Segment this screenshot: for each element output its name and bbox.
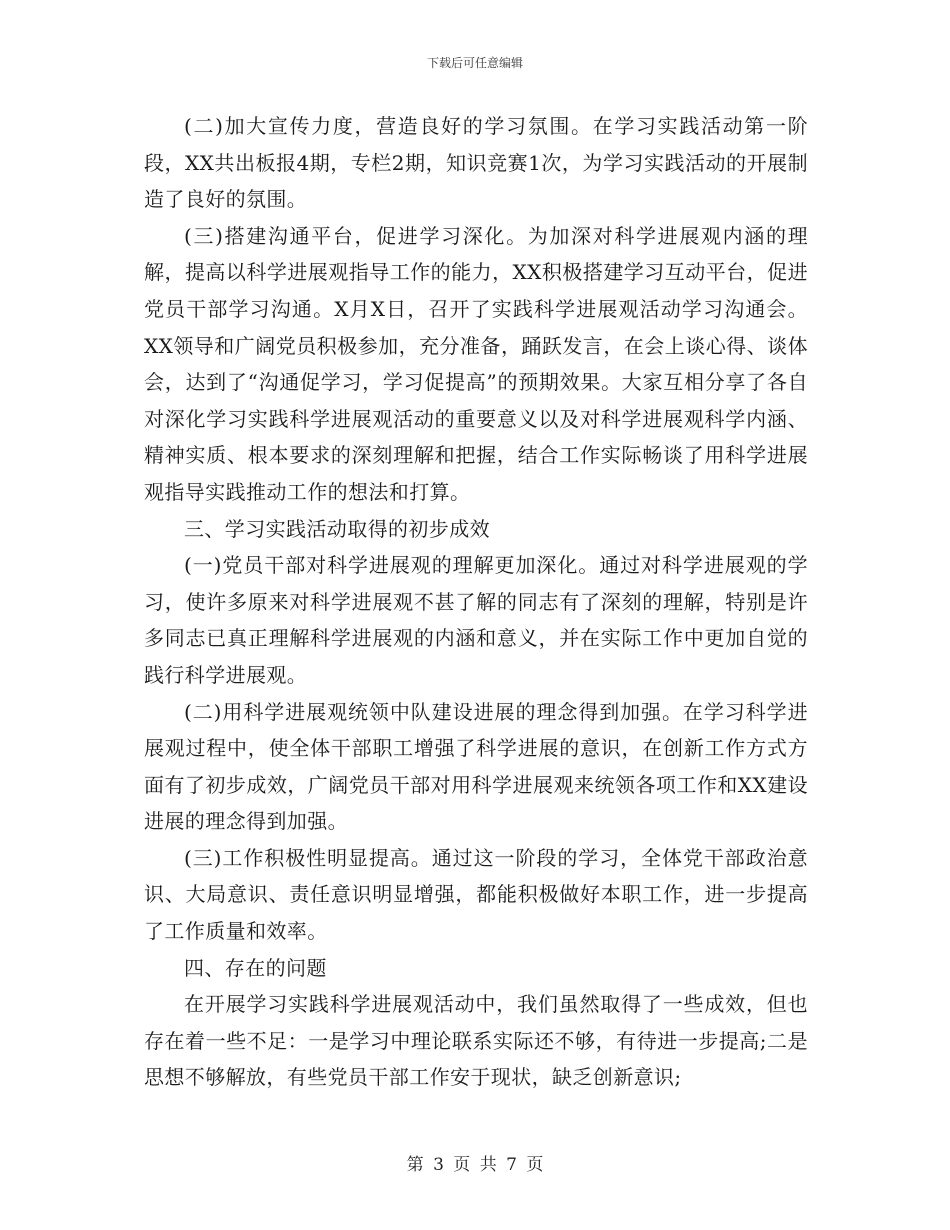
- paragraph-problems: 在开展学习实践科学进展观活动中，我们虽然取得了一些成效，但也存在着一些不足：一是学习中理论联系实际还不够，有待进一步提高;二是思想不够解放，有些党员干部工作安于现状，缺乏创新意识;: [144, 992, 808, 1090]
- page-number: 第 3 页 共 7 页: [406, 1155, 544, 1175]
- paragraph-understanding: (一)党员干部对科学进展观的理解更加深化。通过对科学进展观的学习，使许多原来对科学进展观不甚了解的同志有了深刻的理解，特别是许多同志已真正理解科学进展观的内涵和意义，并在实际工作中更加自觉的践行科学进展观。: [144, 553, 808, 687]
- document-body: [144, 108, 808, 1096]
- header-note: 下载后可任意编辑: [426, 56, 523, 70]
- paragraph-concept: (二)用科学进展观统领中队建设进展的理念得到加强。在学习科学进展观过程中，使全体干部职工增强了科学进展的意识，在创新工作方式方面有了初步成效，广阔党员干部对用科学进展观来统领各项工作和XX建设进展的理念得到加强。: [144, 699, 808, 834]
- section-heading-problems: 四、存在的问题: [184, 955, 327, 980]
- section-heading-results: 三、学习实践活动取得的初步成效: [184, 516, 490, 541]
- paragraph-enthusiasm: (三)工作积极性明显提高。通过这一阶段的学习，全体党干部政治意识、大局意识、责任意识明显增强，都能积极做好本职工作，进一步提高了工作质量和效率。: [144, 845, 808, 944]
- paragraph-publicity: (二)加大宣传力度，营造良好的学习氛围。在学习实践活动第一阶段，XX共出板报4期，专栏2期，知识竞赛1次，为学习实践活动的开展制造了良好的氛围。: [144, 114, 808, 212]
- paragraph-communication-platform: (三)搭建沟通平台，促进学习深化。为加深对科学进展观内涵的理解，提高以科学进展观指导工作的能力，XX积极搭建学习互动平台，促进党员干部学习沟通。X月X日，召开了实践科学进展观活动学习沟通会。XX领导和广阔党员积极参加，充分准备，踊跃发言，在会上谈心得、谈体会，达到了“沟通促学习，学习促提高”的预期效果。大家互相分享了各自对深化学习实践科学进展观活动的重要意义以及对科学进展观科学内涵、精神实质、根本要求的深刻理解和把握，结合工作实际畅谈了用科学进展观指导实践推动工作的想法和打算。: [144, 223, 808, 504]
